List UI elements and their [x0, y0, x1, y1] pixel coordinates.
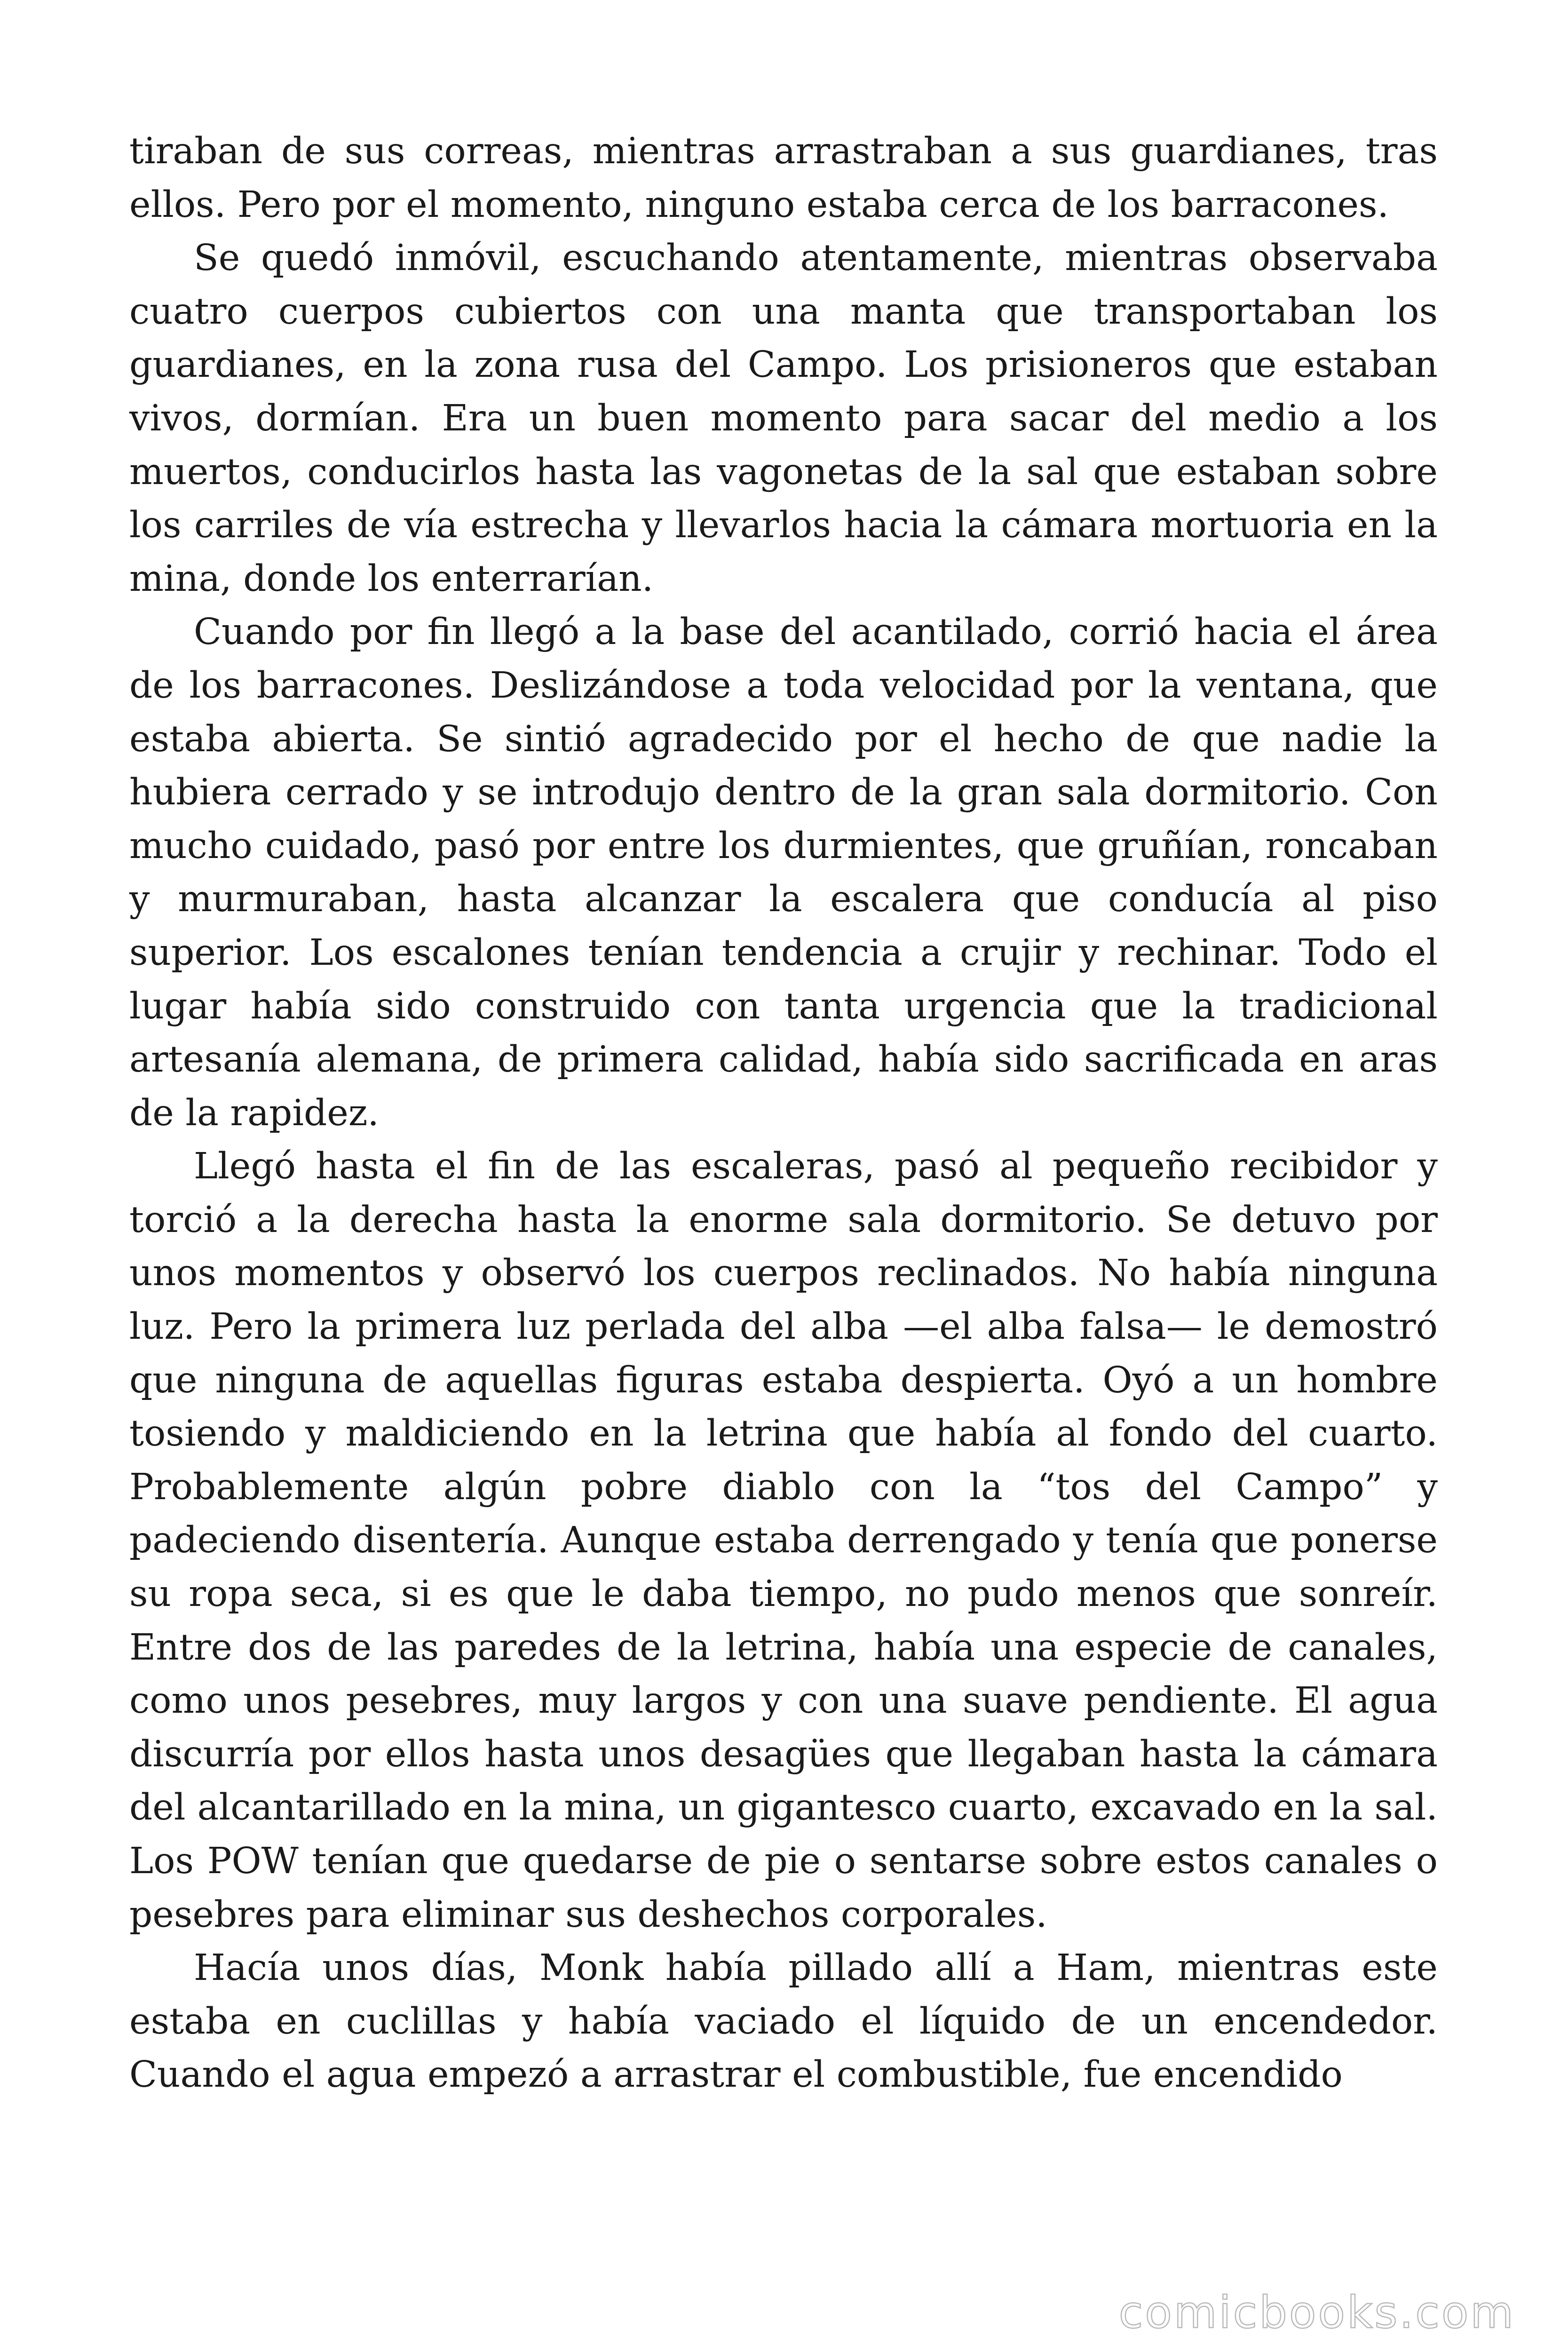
body-text [129, 125, 1438, 2102]
paragraph: Cuando por fin llegó a la base del acantilado, corrió hacia el área de los barracones. Deslizándose a toda velocidad por la ventana, que estaba abierta. Se sintió agradecido por el hecho de que nadie la hubiera cerrado y se introdujo dentro de la gran sala dormitorio. Con mucho cuidado, pasó por entre los durmientes, que gruñían, roncaban y murmuraban, hasta alcanzar la escalera que conducía al piso superior. Los escalones tenían tendencia a crujir y rechinar. Todo el lugar había sido construido con tanta urgencia que la tradicional artesanía alemana, de primera calidad, había sido sacrificada en aras de la rapidez. [129, 611, 1438, 1134]
paragraph: Llegó hasta el fin de las escaleras, pasó al pequeño recibidor y torció a la derecha hasta la enorme sala dormitorio. Se detuvo por unos momentos y observó los cuerpos reclinados. No había ninguna luz. Pero la primera luz perlada del alba —el alba falsa— le demostró que ninguna de aquellas figuras estaba despierta. Oyó a un hombre tosiendo y maldiciendo en la letrina que había al fondo del cuarto. Probablemente algún pobre diablo con la “tos del Campo” y padeciendo disentería. Aunque estaba derrengado y tenía que ponerse su ropa seca, si es que le daba tiempo, no pudo menos que sonreír. Entre dos de las paredes de la letrina, había una especie de canales, como unos pesebres, muy largos y con una suave pendiente. El agua discurría por ellos hasta unos desagües que llegaban hasta la cámara del alcantarillado en la mina, un gigantesco cuarto, excavado en la sal. Los POW tenían que quedarse de pie o sentarse sobre estos canales o pesebres para eliminar sus deshechos corporales. [129, 1145, 1438, 1936]
paragraph-continuation: tiraban de sus correas, mientras arrastraban a sus guardianes, tras ellos. Pero por el momento, ninguno estaba cerca de los barracones. [129, 130, 1438, 226]
site-watermark: comicbooks.com [1118, 2287, 1515, 2338]
paragraph: Se quedó inmóvil, escuchando atentamente, mientras observaba cuatro cuerpos cubiertos con una manta que transportaban los guardianes, en la zona rusa del Campo. Los prisioneros que estaban vivos, dormían. Era un buen momento para sacar del medio a los muertos, conducirlos hasta las vagonetas de la sal que estaban sobre los carriles de vía estrecha y llevarlos hacia la cámara mortuoria en la mina, donde los enterrarían. [129, 237, 1438, 600]
paragraph: Hacía unos días, Monk había pillado allí a Ham, mientras este estaba en cuclillas y había vaciado el líquido de un encendedor. Cuando el agua empezó a arrastrar el combustible, fue encendido [129, 1947, 1438, 2096]
